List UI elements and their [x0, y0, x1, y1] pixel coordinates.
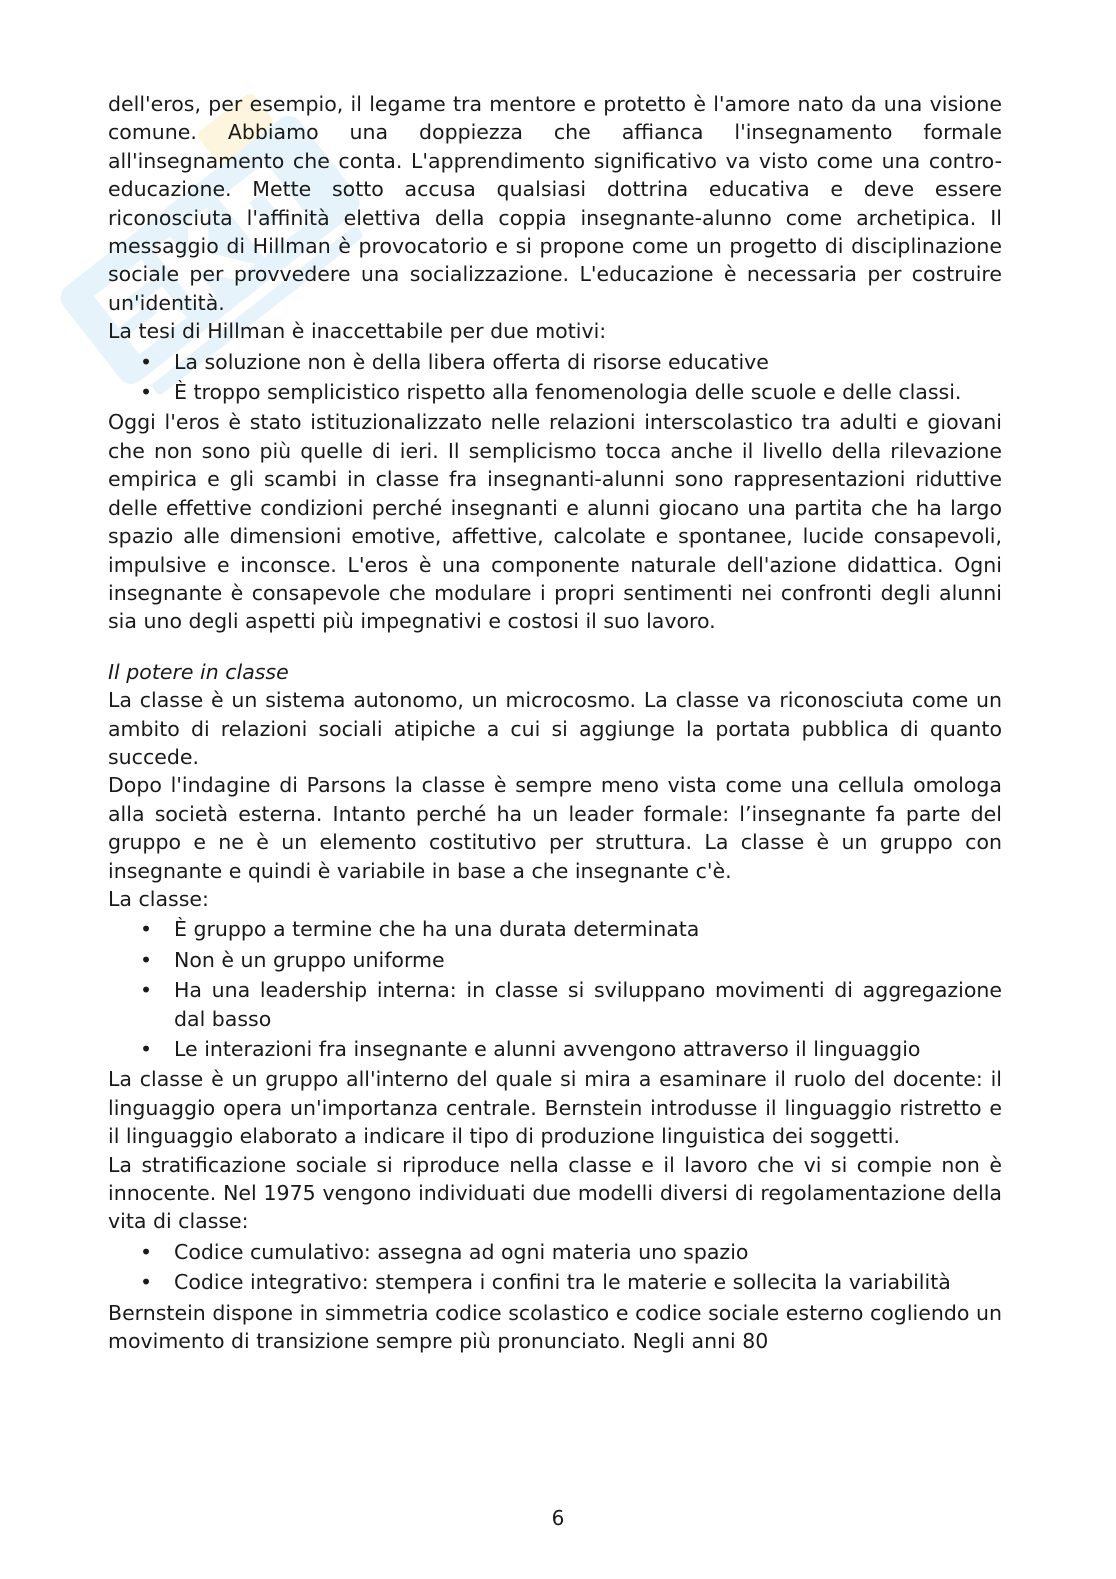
bullet-list: [108, 915, 1002, 1063]
list-item: • Le interazioni fra insegnante e alunni avvengono attraverso il linguaggio: [174, 1035, 1002, 1063]
list-item: • La soluzione non è della libera offerta di risorse educative: [174, 348, 1002, 376]
paragraph: Oggi l'eros è stato istituzionalizzato nelle relazioni interscolastico tra adulti e giovani che non sono più quelle di ieri. Il semplicismo tocca anche il livello della rilevazione empirica e gli scambi in classe fra insegnanti-alunni sono rappresentazioni riduttive delle effettive condizioni perché insegnanti e alunni giocano una partita che ha largo spazio alle dimensioni emotive, affettive, calcolate e spontanee, lucide consapevoli, impulsive e inconsce. L'eros è una componente naturale dell'azione didattica. Ogni insegnante è consapevole che modulare i propri sentimenti nei confronti degli alunni sia uno degli aspetti più impegnativi e costosi il suo lavoro.: [108, 410, 1002, 634]
paragraph: La classe è un gruppo all'interno del quale si mira a esaminare il ruolo del docente: il linguaggio opera un'importanza centrale. Bernstein introdusse il linguaggio ristretto e il linguaggio elaborato a indicare il tipo di produzione linguistica dei soggetti.: [108, 1067, 1002, 1149]
list-item: • È gruppo a termine che ha una durata determinata: [174, 915, 1002, 943]
document-body: [108, 90, 1002, 1355]
paragraph: Dopo l'indagine di Parsons la classe è sempre meno vista come una cellula omologa alla società esterna. Intanto perché ha un leader formale: l’insegnante fa parte del gruppo e ne è un elemento costitutivo per struttura. La classe è un gruppo con insegnante e quindi è variabile in base a che insegnante c'è.: [108, 773, 1002, 883]
paragraph: La classe:: [108, 886, 209, 911]
paragraph: dell'eros, per esempio, il legame tra mentore e protetto è l'amore nato da una visione comune. Abbiamo una doppiezza che affianca l'insegnamento formale all'insegnamento che conta. L'apprendimento significativo va visto come una contro-educazione. Mette sotto accusa qualsiasi dottrina educativa e deve essere riconosciuta l'affinità elettiva della coppia insegnante-alunno come archetipica. Il messaggio di Hillman è provocatorio e si propone come un progetto di disciplinazione sociale per provvedere una socializzazione. L'educazione è necessaria per costruire un'identità.: [108, 92, 1002, 315]
section-heading: Il potere in classe: [108, 659, 289, 684]
list-item: • Codice integrativo: stempera i confini tra le materie e sollecita la variabilità: [174, 1268, 1002, 1296]
list-item: • Ha una leadership interna: in classe si sviluppano movimenti di aggregazione dal basso: [174, 976, 1002, 1033]
bullet-list: [108, 348, 1002, 407]
list-item: • Codice cumulativo: assegna ad ogni materia uno spazio: [174, 1238, 1002, 1266]
paragraph: La classe è un sistema autonomo, un microcosmo. La classe va riconosciuta come un ambito di relazioni sociali atipiche a cui si aggiunge la portata pubblica di quanto succede.: [108, 688, 1002, 769]
list-item: • Non è un gruppo uniforme: [174, 946, 1002, 974]
paragraph: La stratificazione sociale si riproduce nella classe e il lavoro che vi si compie non è innocente. Nel 1975 vengono individuati due modelli diversi di regolamentazione della vita di classe:: [108, 1152, 1002, 1234]
bullet-list: [108, 1238, 1002, 1297]
list-item: • È troppo semplicistico rispetto alla fenomenologia delle scuole e delle classi.: [174, 378, 1002, 406]
page-number: 6: [551, 1506, 565, 1530]
paragraph: Bernstein dispone in simmetria codice scolastico e codice sociale esterno cogliendo un movimento di transizione sempre più pronunciato. Negli anni 80: [108, 1300, 1002, 1354]
paragraph: La tesi di Hillman è inaccettabile per due motivi:: [108, 319, 607, 344]
